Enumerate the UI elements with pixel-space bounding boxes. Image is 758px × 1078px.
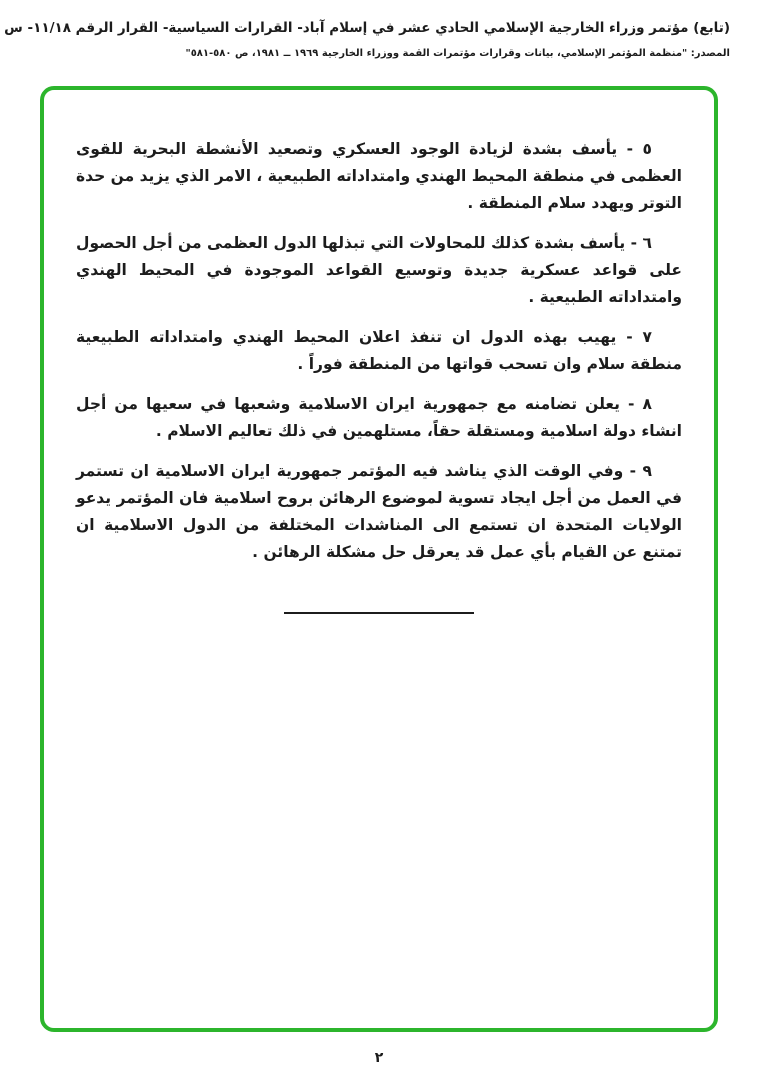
paragraph-6: ٦ - يأسف بشدة كذلك للمحاولات التي تبذلها الدول العظمى من أجل الحصول على قواعد عسكرية جديدة وتوسيع القواعد الموجودة في المحيط الهندي وامتداداته الطبيعية . bbox=[76, 234, 682, 306]
page-footer bbox=[0, 1050, 758, 1066]
section-divider bbox=[284, 612, 474, 614]
document-title: (تابع) مؤتمر وزراء الخارجية الإسلامي الحادي عشر في إسلام آباد- القرارات السياسية- القرار الرقم ١١/١٨- س bbox=[4, 20, 730, 36]
paragraph-7: ٧ - يهيب بهذه الدول ان تنفذ اعلان المحيط الهندي وامتداداته الطبيعية منطقة سلام وان تسحب قواتها من المنطقة فوراً . bbox=[76, 328, 682, 373]
page-number: ٢ bbox=[374, 1050, 384, 1066]
content-frame-border bbox=[40, 86, 718, 1032]
paragraph-9: ٩ - وفي الوقت الذي يناشد فيه المؤتمر جمهورية ايران الاسلامية ان تستمر في العمل من أجل ايجاد تسوية لموضوع الرهائن بروح اسلامية فان المؤتمر يدعو الولايات المتحدة ان تستمع الى المناشدات المختلفة من الدول الاسلامية ان تمتنع عن القيام بأي عمل قد يعرقل حل مشكلة الرهائن . bbox=[76, 462, 682, 561]
paragraph-5: ٥ - يأسف بشدة لزيادة الوجود العسكري وتصعيد الأنشطة البحرية للقوى العظمى في منطقة المحيط الهندي وامتداداته الطبيعية ، الامر الذي يزيد من حدة التوتر ويهدد سلام المنطقة . bbox=[75, 140, 682, 212]
source-citation: المصدر: "منظمة المؤتمر الإسلامي، بيانات وقرارات مؤتمرات القمة ووزراء الخارجية ١٩٦٩ ــ ١٩٨١، ص ٥٨٠-٥٨١" bbox=[185, 47, 730, 59]
document-header bbox=[0, 0, 758, 61]
document-body bbox=[44, 90, 714, 614]
paragraph-8: ٨ - يعلن تضامنه مع جمهورية ايران الاسلامية وشعبها في سعيها من أجل انشاء دولة اسلامية ومستقلة حقاً، مستلهمين في ذلك تعاليم الاسلام . bbox=[76, 395, 682, 440]
